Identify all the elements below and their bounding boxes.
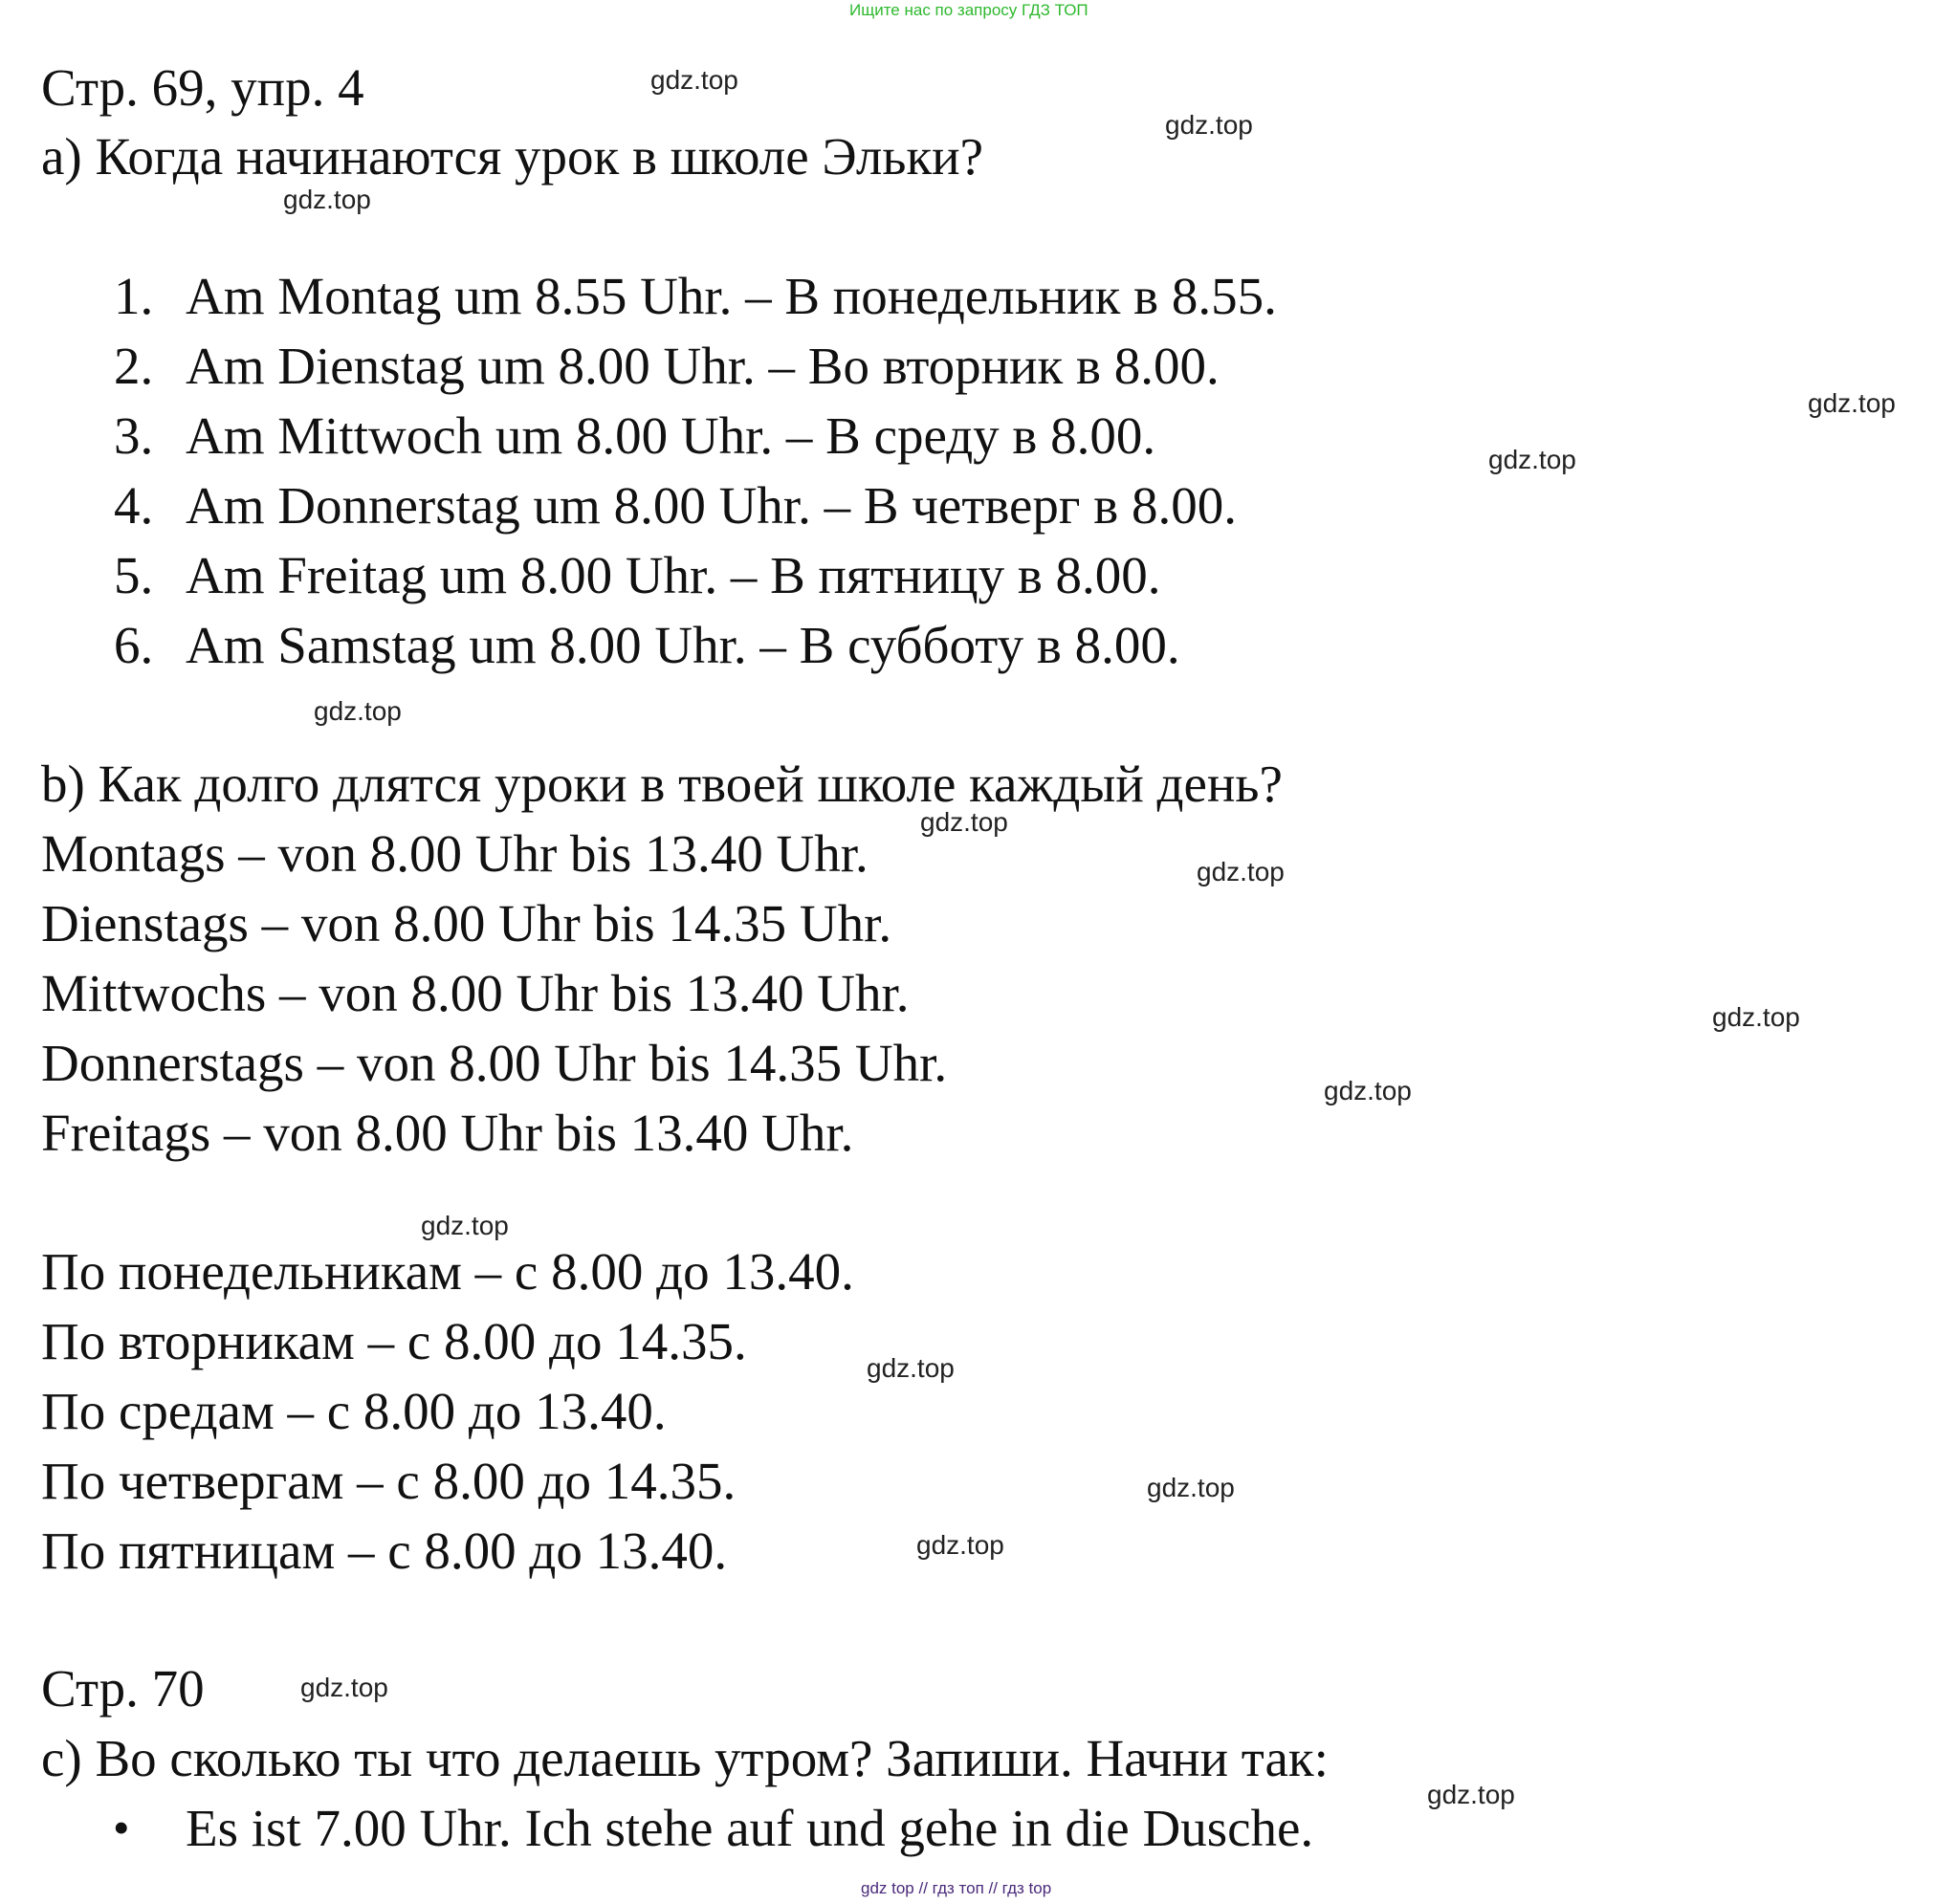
watermark: gdz.top <box>300 1673 388 1702</box>
list-number: 5. <box>114 546 154 604</box>
watermark: gdz.top <box>283 185 371 214</box>
russian-line: По средам – с 8.00 до 13.40. <box>41 1382 667 1440</box>
german-line: Dienstags – von 8.00 Uhr bis 14.35 Uhr. <box>41 894 892 952</box>
list-item-text: Am Donnerstag um 8.00 Uhr. – В четверг в 8.00. <box>186 476 1237 535</box>
watermark: gdz.top <box>867 1353 955 1383</box>
watermark: gdz.top <box>1165 110 1253 140</box>
russian-line: По пятницам – с 8.00 до 13.40. <box>41 1521 728 1580</box>
bullet-icon: • <box>113 1801 130 1854</box>
german-line: Freitags – von 8.00 Uhr bis 13.40 Uhr. <box>41 1104 854 1162</box>
list-item <box>114 476 154 535</box>
question-b: b) Как долго длятся уроки в твоей школе каждый день? <box>41 755 1283 813</box>
page-heading-70: Стр. 70 <box>41 1659 205 1718</box>
top-search-note: Ищите нас по запросу ГДЗ ТОП <box>849 1 1088 19</box>
page-heading-69: Стр. 69, упр. 4 <box>41 58 364 117</box>
list-number: 2. <box>114 337 154 395</box>
german-line: Montags – von 8.00 Uhr bis 13.40 Uhr. <box>41 824 869 883</box>
question-a: a) Когда начинаются урок в школе Эльки? <box>41 127 984 186</box>
list-number: 3. <box>114 406 154 465</box>
list-number: 6. <box>114 616 154 674</box>
question-c: c) Во сколько ты что делаешь утром? Запиши. Начни так: <box>41 1729 1329 1787</box>
list-item <box>114 337 154 395</box>
german-line: Donnerstags – von 8.00 Uhr bis 14.35 Uhr. <box>41 1034 948 1092</box>
watermark: gdz.top <box>421 1211 509 1240</box>
list-item-text: Am Mittwoch um 8.00 Uhr. – В среду в 8.00. <box>186 406 1156 465</box>
list-item-text: Am Montag um 8.55 Uhr. – В понедельник в 8.55. <box>186 267 1277 325</box>
list-item <box>114 267 154 325</box>
footer-text: gdz top // гдз топ // гдз top <box>861 1879 1052 1897</box>
watermark: gdz.top <box>1197 857 1285 886</box>
russian-line: По четвергам – с 8.00 до 14.35. <box>41 1452 737 1510</box>
list-item-text: Am Dienstag um 8.00 Uhr. – Во вторник в 8.00. <box>186 337 1220 395</box>
watermark: gdz.top <box>1712 1002 1800 1032</box>
bullet-text: Es ist 7.00 Uhr. Ich stehe auf und gehe in die Dusche. <box>186 1799 1314 1857</box>
watermark: gdz.top <box>1427 1780 1515 1809</box>
watermark: gdz.top <box>1488 445 1576 474</box>
russian-line: По вторникам – с 8.00 до 14.35. <box>41 1312 747 1370</box>
list-item-text: Am Freitag um 8.00 Uhr. – В пятницу в 8.00. <box>186 546 1161 604</box>
watermark: gdz.top <box>1324 1076 1412 1105</box>
list-item <box>114 406 154 465</box>
german-line: Mittwochs – von 8.00 Uhr bis 13.40 Uhr. <box>41 964 910 1022</box>
list-number: 1. <box>114 267 154 325</box>
watermark: gdz.top <box>1808 388 1896 418</box>
russian-line: По понедельникам – с 8.00 до 13.40. <box>41 1242 854 1301</box>
watermark: gdz.top <box>650 65 738 95</box>
list-item-text: Am Samstag um 8.00 Uhr. – В субботу в 8.00. <box>186 616 1180 674</box>
watermark: gdz.top <box>920 807 1008 837</box>
list-item <box>114 616 154 674</box>
watermark: gdz.top <box>916 1530 1004 1560</box>
watermark: gdz.top <box>1147 1473 1235 1502</box>
list-number: 4. <box>114 476 154 535</box>
watermark: gdz.top <box>314 696 402 726</box>
list-item <box>114 546 154 604</box>
